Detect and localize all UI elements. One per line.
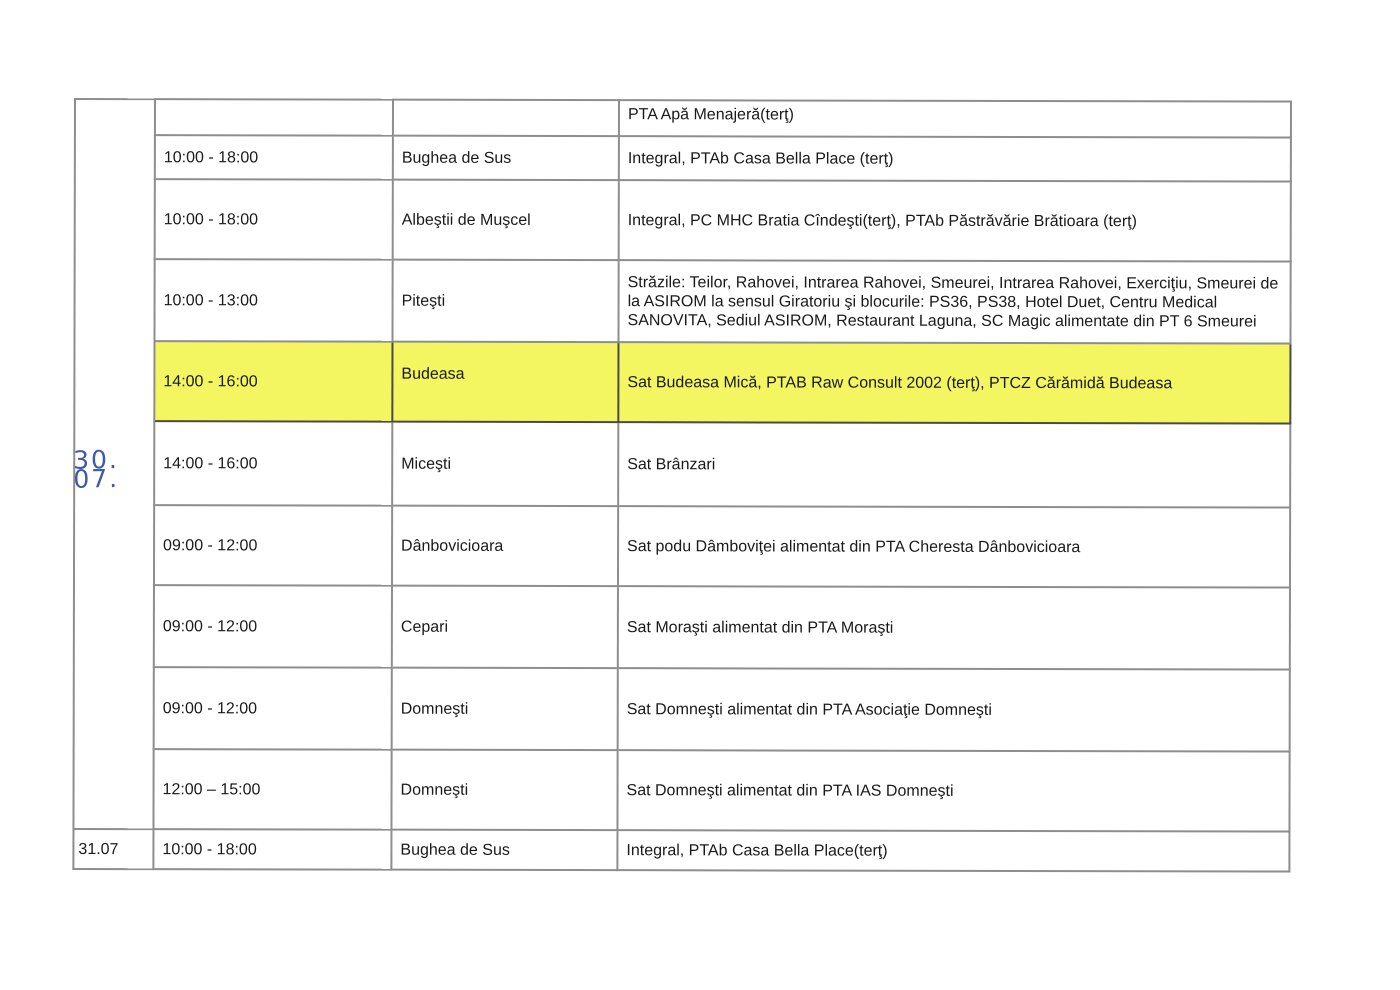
location-cell: Miceşti xyxy=(392,422,618,506)
table-row xyxy=(74,259,1290,344)
location-cell: Bughea de Sus xyxy=(391,830,617,870)
time-cell: 10:00 - 18:00 xyxy=(153,829,391,869)
table-row xyxy=(73,749,1289,832)
description-cell: Sat Brânzari xyxy=(618,422,1290,507)
description-text: PTA Apă Menajeră(terţ) xyxy=(627,105,794,124)
location-cell: Bughea de Sus xyxy=(393,136,619,180)
time-cell: 14:00 - 16:00 xyxy=(154,341,392,421)
time-cell: 09:00 - 12:00 xyxy=(154,667,392,749)
description-cell: Sat Moraşti alimentat din PTA Moraşti xyxy=(618,586,1290,669)
date-cell-30-07 xyxy=(73,99,155,829)
table-row xyxy=(74,421,1290,508)
location-cell xyxy=(393,100,619,136)
time-cell: 09:00 - 12:00 xyxy=(154,505,392,585)
time-cell: 10:00 - 18:00 xyxy=(155,135,393,179)
location-cell: Dânbovicioara xyxy=(392,506,618,586)
outage-schedule-table xyxy=(72,98,1292,873)
location-text: Budeasa xyxy=(401,365,465,383)
time-cell: 09:00 - 12:00 xyxy=(154,585,392,667)
location-cell: Domneşti xyxy=(392,668,618,750)
table-row-highlighted xyxy=(74,341,1290,424)
location-cell: Piteşti xyxy=(392,260,618,342)
location-cell: Albeştii de Muşcel xyxy=(393,180,619,260)
table-row xyxy=(74,667,1290,752)
location-cell: Cepari xyxy=(392,586,618,668)
table-row xyxy=(74,505,1290,588)
time-cell: 12:00 – 15:00 xyxy=(153,749,391,829)
description-cell: Sat podu Dâmboviţei alimentat din PTA Cheresta Dânbovicioara xyxy=(618,506,1290,587)
table-row xyxy=(75,99,1291,138)
description-cell: Integral, PTAb Casa Bella Place(terţ) xyxy=(617,830,1289,871)
description-cell: Sat Domneşti alimentat din PTA IAS Domneşti xyxy=(617,750,1289,831)
table-row xyxy=(75,179,1291,262)
table-row xyxy=(75,135,1291,182)
description-cell: Străzile: Teilor, Rahovei, Intrarea Rahovei, Smeurei, Intrarea Rahovei, Exerciţiu, Smeurei de la ASIROM la sensul Giratoriu şi blocurile: PS36, PS38, Hotel Duet, Centru Medical SANOVITA, Sediul ASIROM, Restaurant Laguna, SC Magic alimentate din PT 6 Smeurei xyxy=(618,260,1290,343)
description-cell: Integral, PC MHC Bratia Cîndeşti(terţ), PTAb Păstrăvărie Brătioara (terţ) xyxy=(619,180,1291,261)
description-cell: Sat Domneşti alimentat din PTA Asociaţie Domneşti xyxy=(618,668,1290,751)
handwritten-date: 30. 07. xyxy=(72,444,120,494)
time-cell: 10:00 - 13:00 xyxy=(154,259,392,341)
time-cell: 10:00 - 18:00 xyxy=(155,179,393,259)
description-cell: Sat Budeasa Mică, PTAB Raw Consult 2002 (terţ), PTCZ Cărămidă Budeasa xyxy=(618,342,1290,423)
description-cell: Integral, PTAb Casa Bella Place (terţ) xyxy=(619,136,1291,181)
date-cell: 31.07 xyxy=(73,829,153,869)
location-cell: Domneşti xyxy=(391,750,617,830)
time-cell xyxy=(155,99,393,135)
table-row xyxy=(74,585,1290,670)
time-cell: 14:00 - 16:00 xyxy=(154,421,392,505)
location-cell xyxy=(392,342,618,422)
description-cell xyxy=(619,100,1291,137)
table-row xyxy=(73,829,1289,872)
